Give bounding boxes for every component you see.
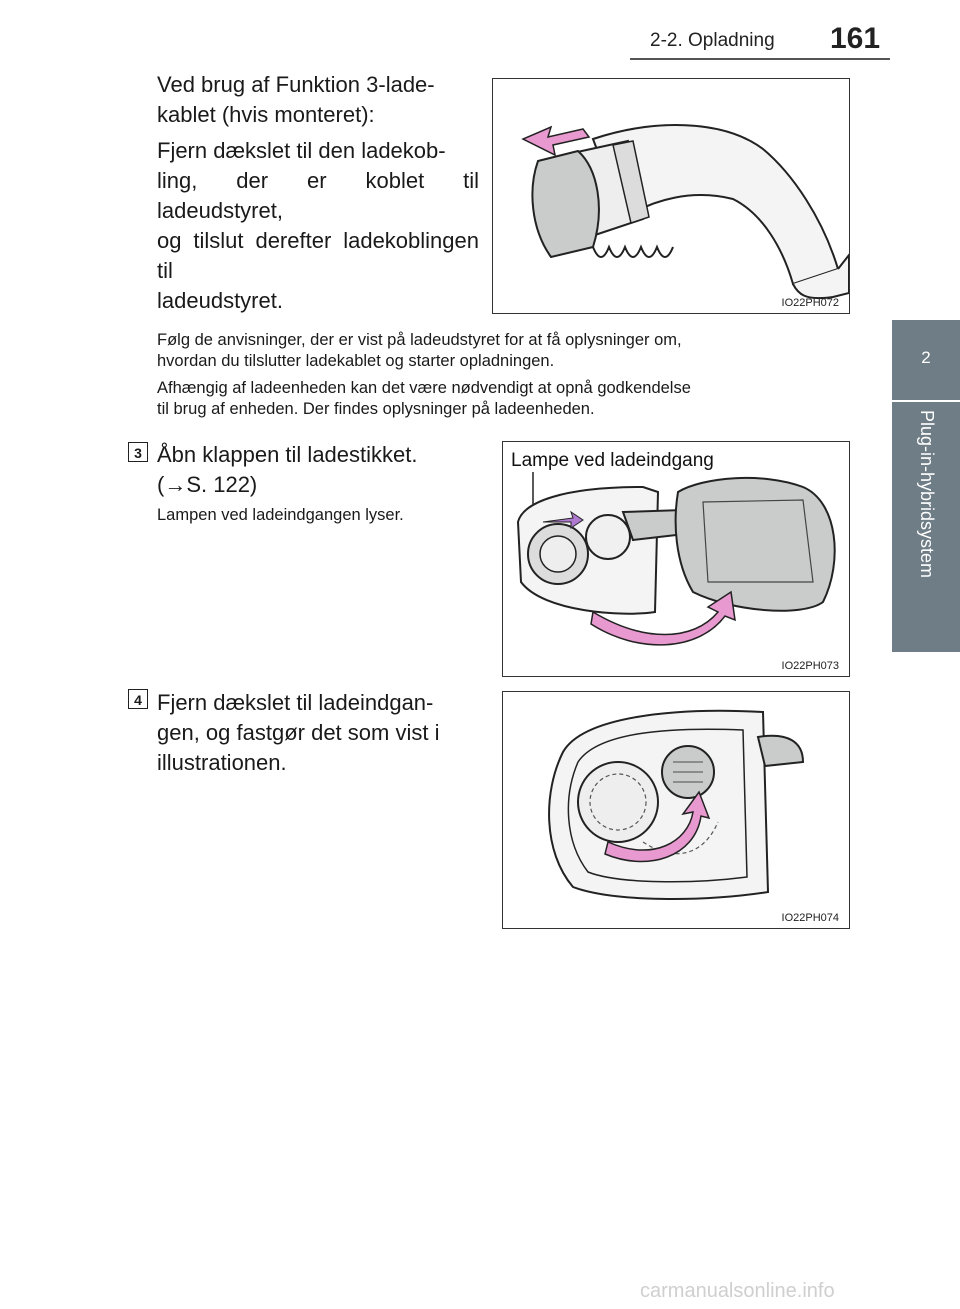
step4-text	[157, 688, 479, 778]
block1-para-line: Fjern dækslet til den ladekob-	[157, 138, 446, 163]
figure-code: IO22PH074	[781, 912, 839, 924]
block1-paragraph	[157, 136, 479, 316]
chapter-title-tab[interactable]	[892, 402, 960, 652]
note-authorization	[157, 378, 849, 420]
step-badge-4: 4	[128, 689, 148, 709]
lid-illustration	[503, 442, 849, 676]
note2-line1: Afhængig af ladeenheden kan det være nødvendigt at opnå godkendelse	[157, 379, 691, 397]
step3-text	[157, 440, 477, 500]
step4-line: Fjern dækslet til ladeindgan-	[157, 690, 434, 715]
step4-line: illustrationen.	[157, 750, 287, 775]
page-number: 161	[830, 22, 881, 55]
chapter-title: Plug-in-hybridsystem	[917, 410, 937, 579]
figure-code: IO22PH073	[781, 660, 839, 672]
block1-line2: kablet (hvis monteret):	[157, 102, 375, 127]
figure-code: IO22PH072	[781, 297, 839, 309]
block1-line1: Ved brug af Funktion 3-lade-	[157, 72, 435, 97]
figure-charge-connector	[492, 78, 850, 314]
chapter-number-tab[interactable]	[892, 320, 960, 400]
block1-intro	[157, 70, 477, 130]
footer-watermark[interactable]: carmanualsonline.info	[640, 1280, 835, 1302]
chapter-number: 2	[921, 348, 931, 367]
step3-line2: (→S. 122)	[157, 472, 258, 497]
figure-label-lamp: Lampe ved ladeindgang	[511, 450, 714, 471]
block1-para-line: og tilslut derefter ladekoblingen til	[157, 228, 479, 283]
step3-note: Lampen ved ladeindgangen lyser.	[157, 506, 404, 524]
note2-line2: til brug af enheden. Der findes oplysninger på ladeenheden.	[157, 400, 595, 418]
section-title: 2-2. Opladning	[650, 30, 775, 51]
figure-charge-port-lid	[502, 441, 850, 677]
note1-line2: hvordan du tilslutter ladekablet og starter opladningen.	[157, 352, 555, 370]
note1-line1: Følg de anvisninger, der er vist på ladeudstyret for at få oplysninger om,	[157, 331, 682, 349]
note-instructions	[157, 330, 849, 372]
step-badge-3: 3	[128, 442, 148, 462]
block1-para-line: ling, der er koblet til ladeudstyret,	[157, 168, 479, 223]
step4-line: gen, og fastgør det som vist i	[157, 720, 440, 745]
figure-remove-cover	[502, 691, 850, 929]
connector-illustration	[493, 79, 849, 313]
step3-line1: Åbn klappen til ladestikket.	[157, 442, 418, 467]
cover-illustration	[503, 692, 849, 928]
block1-para-line: ladeudstyret.	[157, 288, 283, 313]
